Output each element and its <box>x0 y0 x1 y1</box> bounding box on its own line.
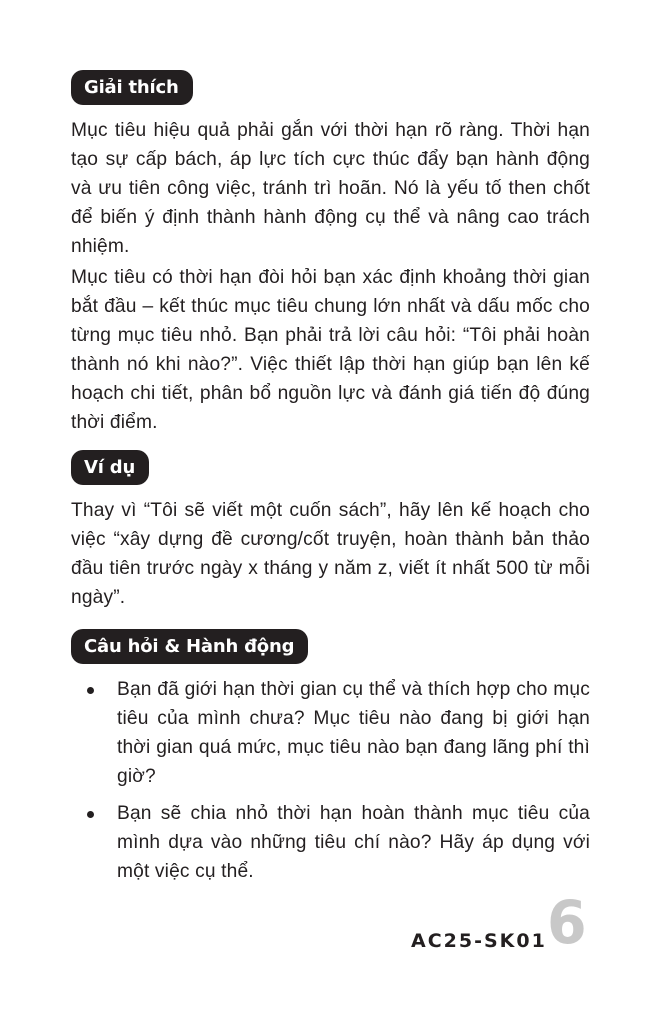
heading-questions-actions: Câu hỏi & Hành động <box>71 629 308 664</box>
footer-code: AC25-SK01 <box>411 930 547 952</box>
bullet-icon <box>87 687 94 694</box>
questions-list <box>71 675 590 886</box>
example-paragraph: Thay vì “Tôi sẽ viết một cuốn sách”, hãy lên kế hoạch cho việc “xây dựng đề cương/cốt truyện, hoàn thành bản thảo đầu tiên trước ngày x tháng y năm z, viết ít nhất 500 từ mỗi ngày”. <box>71 500 590 608</box>
question-text: Bạn đã giới hạn thời gian cụ thể và thích hợp cho mục tiêu của mình chưa? Mục tiêu nào đang bị giới hạn thời gian quá mức, mục tiêu nào bạn đang lãng phí thì giờ? <box>117 679 590 787</box>
page-number: 6 <box>547 888 587 958</box>
question-text: Bạn sẽ chia nhỏ thời hạn hoàn thành mục tiêu của mình dựa vào những tiêu chí nào? Hãy áp dụng với một việc cụ thể. <box>117 803 590 882</box>
bullet-icon <box>87 811 94 818</box>
question-item <box>71 675 590 791</box>
heading-explanation: Giải thích <box>71 70 193 105</box>
explanation-paragraph-2: Mục tiêu có thời hạn đòi hỏi bạn xác định khoảng thời gian bắt đầu – kết thúc mục tiêu chung lớn nhất và dấu mốc cho từng mục tiêu nhỏ. Bạn phải trả lời câu hỏi: “Tôi phải hoàn thành nó khi nào?”. Việc thiết lập thời hạn giúp bạn lên kế hoạch chi tiết, phân bổ nguồn lực và đánh giá tiến độ đúng thời điểm. <box>71 267 590 433</box>
heading-example: Ví dụ <box>71 450 149 485</box>
question-item <box>71 799 590 886</box>
explanation-paragraph-1: Mục tiêu hiệu quả phải gắn với thời hạn rõ ràng. Thời hạn tạo sự cấp bách, áp lực tích cực thúc đẩy bạn hành động và ưu tiên công việc, tránh trì hoãn. Nó là yếu tố then chốt để biến ý định thành hành động cụ thể và nâng cao trách nhiệm. <box>71 120 590 257</box>
